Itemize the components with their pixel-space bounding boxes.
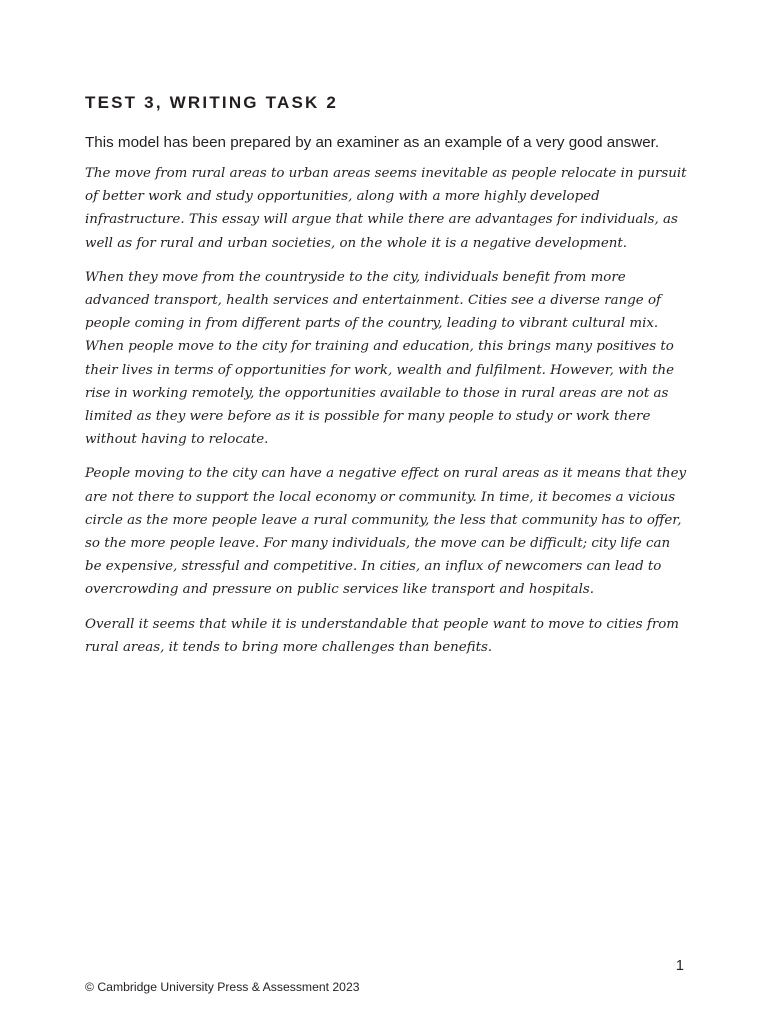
essay-paragraph: People moving to the city can have a negative effect on rural areas as it means that they are not there to support the local economy or community. In time, it becomes a vicious circle as the more people leave a rural community, the less that community has to offer, so the more people leave. For many individuals, the move can be difficult; city life can be expensive, stressful and competitive. In cities, an influx of newcomers can lead to overcrowding and pressure on public services like transport and hospitals. bbox=[85, 466, 687, 598]
essay-paragraph: Overall it seems that while it is understandable that people want to move to cities from rural areas, it tends to bring more challenges than benefits. bbox=[85, 616, 679, 655]
page-number: 1 bbox=[675, 958, 684, 974]
model-essay bbox=[85, 162, 690, 670]
essay-paragraph: When they move from the countryside to the city, individuals benefit from more advanced transport, health services and entertainment. Cities see a diverse range of people coming in from different parts of the country, leading to vibrant cultural mix. When people move to the city for training and education, this brings many positives to their lives in terms of opportunities for work, wealth and fulfilment. However, with the rise in working remotely, the opportunities available to those in rural areas are not as limited as they were before as it is possible for many people to study or work there without having to relocate. bbox=[85, 269, 675, 448]
page-title: TEST 3, WRITING TASK 2 bbox=[85, 93, 339, 112]
copyright-footer: © Cambridge University Press & Assessment 2023 bbox=[85, 980, 360, 994]
essay-paragraph: The move from rural areas to urban areas seems inevitable as people relocate in pursuit of better work and study opportunities, along with a more highly developed infrastructure. This essay will argue that while there are advantages for individuals, as well as for rural and urban societies, on the whole it is a negative development. bbox=[85, 166, 687, 251]
intro-text: This model has been prepared by an examiner as an example of a very good answer. bbox=[85, 134, 660, 151]
